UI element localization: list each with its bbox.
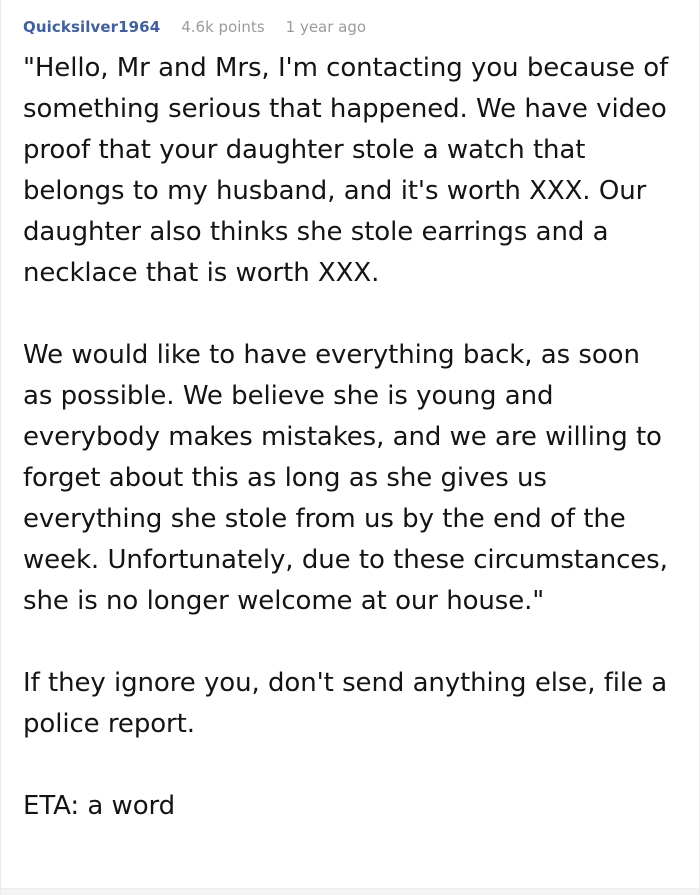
comment-paragraph: If they ignore you, don't send anything else, file a police report. [23,668,668,739]
comment-body [23,38,677,827]
comment-paragraph: We would like to have everything back, as soon as possible. We believe she is young and everybody makes mistakes, and we are willing to forget about this as long as she gives us everything she stole from us by the end of the week. Unfortunately, due to these circumstances, she is no longer welcome at our house." [23,340,668,616]
comment-points: 4.6k points [181,18,265,36]
comment-edit-note: ETA: a word [23,791,176,821]
bottom-divider [1,888,699,895]
comment-paragraph: "Hello, Mr and Mrs, I'm contacting you because of something serious that happened. We have video proof that your daughter stole a watch that belongs to my husband, and it's worth XXX. Our daughter also thinks she stole earrings and a necklace that is worth XXX. [23,53,669,288]
comment-byline [23,0,677,38]
comment-author-link[interactable]: Quicksilver1964 [23,18,161,36]
comment-timestamp: 1 year ago [285,18,367,36]
comment-thread-item [1,0,699,827]
